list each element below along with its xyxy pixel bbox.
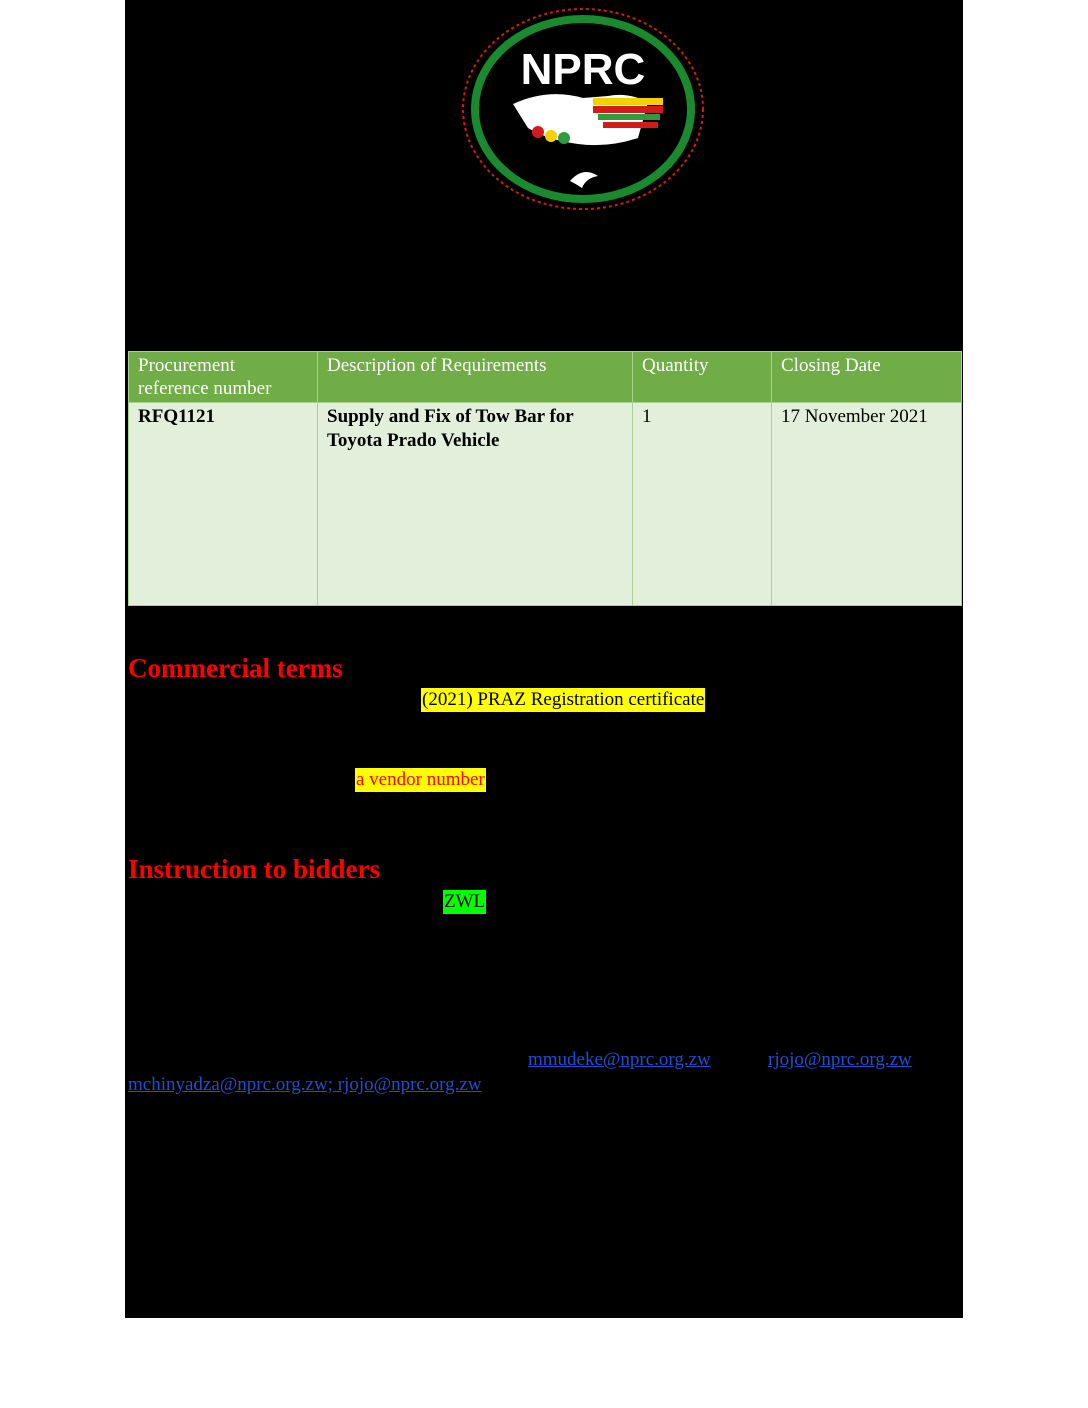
nprc-logo bbox=[458, 6, 708, 212]
cell-reference: RFQ1121 bbox=[129, 403, 318, 606]
cell-closing-date: 17 November 2021 bbox=[772, 403, 962, 606]
header-quantity: Quantity bbox=[633, 352, 772, 403]
cell-quantity: 1 bbox=[633, 403, 772, 606]
email-link-mmudeke[interactable]: mmudeke@nprc.org.zw bbox=[528, 1049, 711, 1070]
currency-highlight: ZWL bbox=[444, 891, 486, 912]
instructions-heading: Instruction to bidders bbox=[128, 854, 381, 884]
cell-description: Supply and Fix of Tow Bar for Toyota Prado Vehicle bbox=[318, 403, 633, 606]
document-page bbox=[125, 0, 963, 1318]
email-link-mchinyadza-rjojo[interactable]: mchinyadza@nprc.org.zw; rjojo@nprc.org.zw bbox=[128, 1074, 482, 1095]
header-closing-date: Closing Date bbox=[772, 352, 962, 403]
email-link-rjojo[interactable]: rjojo@nprc.org.zw bbox=[768, 1049, 912, 1070]
table-row bbox=[129, 403, 962, 606]
vendor-number-highlight: a vendor number bbox=[356, 769, 485, 790]
rfq-table bbox=[128, 351, 962, 606]
header-description: Description of Requirements bbox=[318, 352, 633, 403]
logo-text: NPRC bbox=[520, 45, 646, 94]
registration-highlight: (2021) PRAZ Registration certificate bbox=[422, 689, 705, 710]
nprc-seal-icon bbox=[458, 6, 708, 212]
table-header-row bbox=[129, 352, 962, 403]
header-reference: Procurement reference number bbox=[129, 352, 318, 403]
commercial-terms-heading: Commercial terms bbox=[128, 653, 343, 683]
